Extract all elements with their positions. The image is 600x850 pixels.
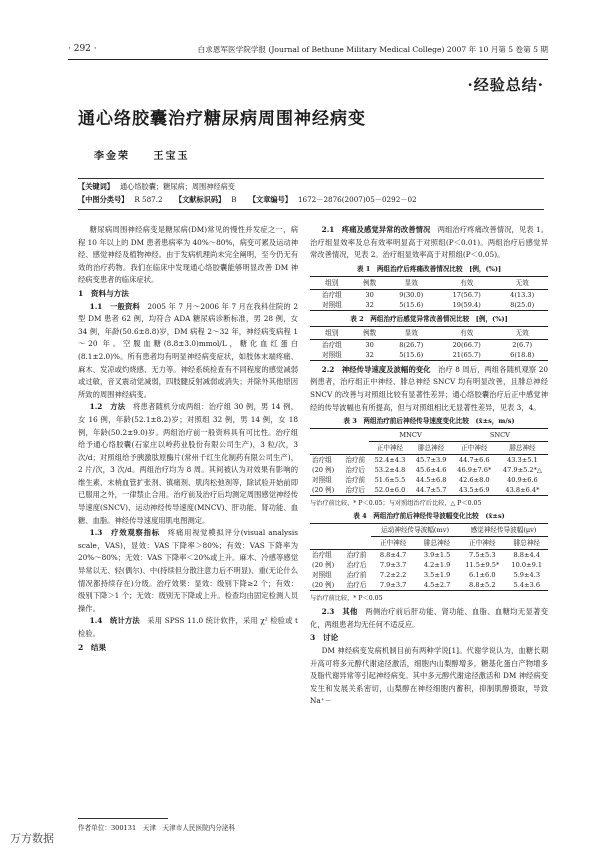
left-column [78,224,298,654]
author-name: 李金荣 [94,151,130,162]
table-cell: 46.9±7.6* [457,466,492,475]
table-header-cell: 组别 [310,276,354,289]
section-heading: 2 结果 [78,642,107,652]
subsection-heading: 1.2 方法 [89,402,126,412]
table-cell: (20 例) [312,561,335,570]
intro-paragraph: 糖尿病周围神经病变是糖尿病(DM)常见的慢性并发症之一，病程 10 年以上的 DM 患者患病率为 40%～80%，病变可累及运动神经、感觉神经及植物神经。由于发病机理尚未完全阐明，至今仍无有效的治疗药物。我们在临床中发现通心络胶囊能够明显改善 DM 神经病变患者的临床症状。 [78,225,298,285]
table-caption: 表 2 两组治疗后感觉异常改善情况比较 [例，(%)] [350,314,508,323]
table-cell: 44.7±6.6 [458,456,490,465]
table-cell: 53.2±4.8 [374,466,406,475]
table-cell: 4(13.3) [510,290,535,299]
table-cell: 5.9±4.3 [513,571,541,580]
watermark-text: 万方数据 [10,832,54,845]
subsection-method [78,401,298,527]
table-cell: 7.2±2.2 [379,571,407,580]
table-row [310,580,548,591]
table-cell: 3.5±1.9 [423,571,451,580]
subsection-heading: 2.3 其他 [321,607,358,617]
table-note: 与治疗前比较，* P＜0.05 [310,595,383,603]
table-cell: 治疗组 [322,290,342,299]
table-cell: 32 [354,300,386,311]
table-cell: 52.4±4.3 [374,456,406,465]
table-header-cell: 运动神经传导波幅(mv) [371,524,459,537]
table-header-cell [310,524,371,537]
table-cell: 7.9±3.7 [379,561,407,570]
table-cell: 对照组 [310,300,354,311]
table-header-cell: 感觉神经传导波幅(μv) [459,524,548,537]
table-cell: 9(30.0) [399,290,424,299]
table-cell: 8.8±4.4 [513,551,541,560]
table-row [310,455,548,466]
table-row [310,475,548,485]
table-1 [310,264,548,311]
table-cell: 8.8±5.2 [459,580,505,591]
table-cell: (20 例) [310,580,342,591]
table-cell: 治疗组 [312,456,332,465]
table-cell: 44.7±5.7 [411,485,452,496]
meta-top-rule [78,178,544,179]
table-header-cell [310,442,369,455]
table-header-cell [310,429,369,442]
table-caption: 表 4 两组治疗前后神经传导波幅变化比较 (x̄±s) [353,512,505,521]
subsection-heading: 2.2 神经传导速度及波幅的变化 [321,364,431,374]
table-cell: (20 例) [312,466,335,475]
table-cell: 8.8±4.7 [379,551,407,560]
table-row [310,560,548,570]
author-affiliation: 作者单位：300131 天津 天津市人民医院内分泌科 [78,824,236,832]
table-cell: 7.9±3.7 [371,580,415,591]
table-header-cell: 正中神经 [452,442,497,455]
table-header-cell: 组别 [310,326,354,339]
table-cell: 43.8±6.4* [497,485,548,496]
table-header-row [310,276,548,289]
table-cell: 20(66.7) [452,340,481,349]
article-no-label: 【文章编号】 [248,195,292,204]
table-cell: 43.3±5.1 [507,456,538,465]
table-row [310,289,548,300]
table-cell: 对照组 [312,476,332,485]
table-cell: 40.9±6.6 [507,476,538,485]
table-cell: 30 [365,290,374,299]
table-cell: 5(15.6) [385,350,437,361]
subsection-pain [310,224,548,262]
table-row [310,339,548,350]
table-header-row [310,524,548,537]
table-cell: 51.6±5.5 [374,476,406,485]
table-header-cell: 无效 [496,326,548,339]
table-caption: 表 3 两组治疗前后神经传导速度变化比较 (x̄±s，m/s) [343,417,515,426]
table-cell: 4.2±1.9 [423,561,451,570]
table-header-cell: MNCV [369,429,451,442]
table-header-cell: 有效 [437,276,496,289]
table-cell: 45.6±4.6 [415,466,447,475]
table-cell: 32 [354,350,386,361]
classification-line [78,195,427,205]
table-row [310,350,548,361]
table-header-row [310,326,548,339]
footnote-rule [78,818,168,819]
table-caption: 表 1 两组治疗后疼痛改善情况比较 [例，(%)] [356,264,502,273]
table-cell: 对照组 [310,350,354,361]
table-cell: 8(26.7) [399,340,424,349]
table-cell: 2(6.7) [512,340,533,349]
table-cell: 42.6±8.0 [458,476,490,485]
doc-code-value: B [231,195,237,204]
table-header-cell: 无效 [496,276,548,289]
table-cell: 8(25.0) [496,300,548,311]
table-cell: 治疗后 [345,466,366,475]
table-cell: 治疗前 [346,551,367,560]
table-note: 与治疗前比较，* P＜0.05；与对照组治疗后比较，△ P＜0.05 [310,500,482,508]
clc-label: 【中图分类号】 [78,195,129,204]
subsection-general [78,301,298,402]
paragraph-text: 治疗 8 周后，两组各随机观察 20 例患者，治疗组正中神经、腓总神经 SNCV 均有明显改善，且腓总神经 SNCV 的改善与对照组比较有显著性差异；通心络胶囊治疗后正中感觉神经的传导波幅也有所提高，但与对照组相比无显著性差异，见表 3，4。 [310,364,549,412]
table-cell: 43.5±6.9 [452,485,497,496]
table-row [310,550,548,561]
running-header [68,44,548,58]
paragraph-text: 两侧治疗前后肝功能、肾功能、血脂、血糖均无显著变化，两组患者均无任何不适反应。 [310,607,549,629]
journal-name: 白求恩军医学院学报 (Journal of Bethune Military Medical College) 2007 年 10 月第 5 卷第 5 期 [197,45,548,54]
table-cell: 对照组 [312,571,332,580]
table-3 [310,416,548,496]
table-header-cell: 腓总神经 [411,442,452,455]
table-cell: 6.1±6.0 [469,571,496,580]
table-4 [310,511,548,591]
table-header-cell: 正中神经 [459,537,505,550]
subsection-heading: 1.4 统计方法 [89,616,140,626]
table-cell: 5.4±3.6 [506,580,548,591]
header-rule [68,59,548,60]
table-cell: 19(59.4) [437,300,496,311]
table-cell: 5(15.6) [385,300,437,311]
subsection-statistics [78,615,298,640]
table-cell: 30 [365,340,374,349]
table-cell: 4.5±2.7 [415,580,459,591]
table-cell: 7.5±5.3 [469,551,496,560]
subsection-heading: 2.1 疼痛及感觉异常的改善情况 [321,225,431,234]
table-cell: 3.9±1.5 [423,551,451,560]
table-row [310,570,548,580]
table-header-cell: 正中神经 [369,442,410,455]
discussion-paragraph: DM 神经病变发病机制目前有两种学说[1]。代谢学说认为，血糖长期升高可将多元醇代谢途径激活，细胞内山梨醇增多，糖基化蛋白产物增多及脂代谢异常等引起神经病变。其中多元醇代谢途径激活和 DM 神经病变发生和发展关系密切，山梨醇在神经细胞内蓄积，抑制肌醇摄取，导致 Na⁺－ [310,645,548,706]
section-heading: 3 讨论 [310,633,339,643]
table-header-cell: 腓总神经 [415,537,459,550]
paragraph-text: 2005 年 7 月～2006 年 7 月在我科住院的 2 型 DM 患者 62 例，均符合 ADA 糖尿病诊断标准，男 28 例，女 34 例，年龄(50.6±8.8)岁，DM 病程 2～32 年，神经病变病程 1～20 年。空腹血糖(8.8±3.0)mmol/L，糖化血红蛋白(8.1±2.0)%。所有患者均有明显神经病变症状，如肢体末端疼痛、麻木、发凉或灼烧感、无力等。神经系统检查有不同程度的感觉减弱或过敏，音叉震动觉减弱，四肢腱反射减弱或消失；并除外其他原因所致的周围神经病变。 [78,301,298,399]
table-header-cell: 腓总神经 [506,537,548,550]
section-tag: ·经验总结· [467,76,544,94]
article-title: 通心络胶囊治疗糖尿病周围神经病变 [78,109,366,129]
right-column [310,224,548,708]
author-name: 王宝玉 [153,151,190,162]
table-cell: 52.0±6.0 [369,485,410,496]
table-cell: 44.5±6.8 [415,476,447,485]
subsection-conduction [310,364,548,414]
table-cell: 治疗后 [341,485,369,496]
table-header-cell: 显效 [385,326,437,339]
keywords-label: 【关键词】 [78,182,114,191]
table-row [310,300,548,311]
article-no-value: 1672－2876(2007)05－0292－02 [297,195,417,204]
meta-bottom-rule [78,209,544,210]
table-header-cell: 正中神经 [371,537,415,550]
page-number: · 292 · [68,44,97,54]
subsection-indicators [78,527,298,615]
table-subheader-row [310,442,548,455]
table-cell: (20 例) [310,485,341,496]
table-header-cell: SNCV [452,429,548,442]
table-2 [310,314,548,361]
table-header-cell: 例数 [354,326,386,339]
table-cell: 21(65.7) [437,350,496,361]
table-cell: 治疗后 [342,580,371,591]
table-cell: 10.0±9.1 [511,561,543,570]
paragraph-text: 将患者随机分成两组：治疗组 30 例，男 14 例，女 16 例，年龄(52.1±8.2)岁；对照组 32 例，男 14 例，女 18 例，年龄(50.2±9.0)岁。两组治疗前一般资料具有可比性。治疗组给予通心络胶囊(石家庄以岭药业股份有限公司生产)，3 粒/次，3 次/d；对照组给予胰激肽原酶片(常州千红生化制药有限公司生产)，2 片/次，3 次/d。两组治疗均为 8 周。其间被认为对效果有影响的维生素、末梢血管扩张剂、镇痛剂、肌肉松弛剂等，除试验开始前即已服用之外，一律禁止合用。治疗前及治疗后均测定周围感觉神经传导速度(SNCV)、运动神经传导速度(MNCV)、肝功能、肾功能、血糖、血脂。神经传导速度用肌电图测定。 [78,402,298,525]
table-cell: 治疗组 [322,340,342,349]
table-header-row [310,429,548,442]
table-row [310,465,548,475]
table-header-cell: 例数 [354,276,386,289]
table-header-cell: 腓总神经 [497,442,548,455]
paragraph-text: 两组治疗疼痛改善情况，见表 1。治疗组显效率及总有效率明显高于对照组(P＜0.01)。两组治疗后感觉异常改善情况，见表 2。治疗组显效率高于对照组(P＜0.05)。 [310,225,548,260]
table-cell: 治疗后 [346,561,367,570]
table-cell: 6(18.8) [496,350,548,361]
table-header-cell [310,537,371,550]
paragraph-text: 采用 SPSS 11.0 统计软件，采用 χ² 检验或 t 检验。 [78,616,298,638]
table-subheader-row [310,537,548,550]
table-header-cell: 显效 [385,276,437,289]
table-cell: 11.5±9.5* [465,561,500,570]
keywords-text: 通心络胶囊；糖尿病；周围神经病变 [119,182,235,191]
table-cell: 45.7±3.9 [415,456,447,465]
subsection-heading: 1.3 疗效观察指标 [89,528,160,538]
subsection-heading: 1.1 一般资料 [89,301,140,311]
paragraph-text: 疼痛用视觉模拟评分(visual analysis scale，VAS)，显效：VAS 下降率＞80%；有效：VAS 下降率为 20%～80%；无效：VAS 下降率＜20%或上升。麻木、冷感等感觉异常以无、轻(偶尔)、中(持续但分散注意力后不明显)、重(无论什么情况都持续存在)分级。治疗效果：显效：级别下降≥2 个；有效：级别下降＞1 个；无效：级别无下降或上升。检查均由固定检测人员操作。 [78,528,298,613]
table-cell: 47.9±5.2*△ [502,466,542,475]
table-row [310,485,548,496]
table-header-cell: 有效 [437,326,496,339]
table-cell: 17(56.7) [452,290,481,299]
section-heading: 1 资料与方法 [78,288,129,298]
doc-code-label: 【文献标识码】 [174,195,226,204]
clc-value: R 587.2 [134,195,163,204]
table-cell: 治疗组 [312,551,332,560]
table-cell: 治疗前 [346,571,367,580]
subsection-other [310,606,548,631]
table-cell: 治疗前 [345,476,366,485]
keywords-line [78,182,235,192]
table-cell: 治疗前 [345,456,366,465]
author-list [94,147,207,162]
